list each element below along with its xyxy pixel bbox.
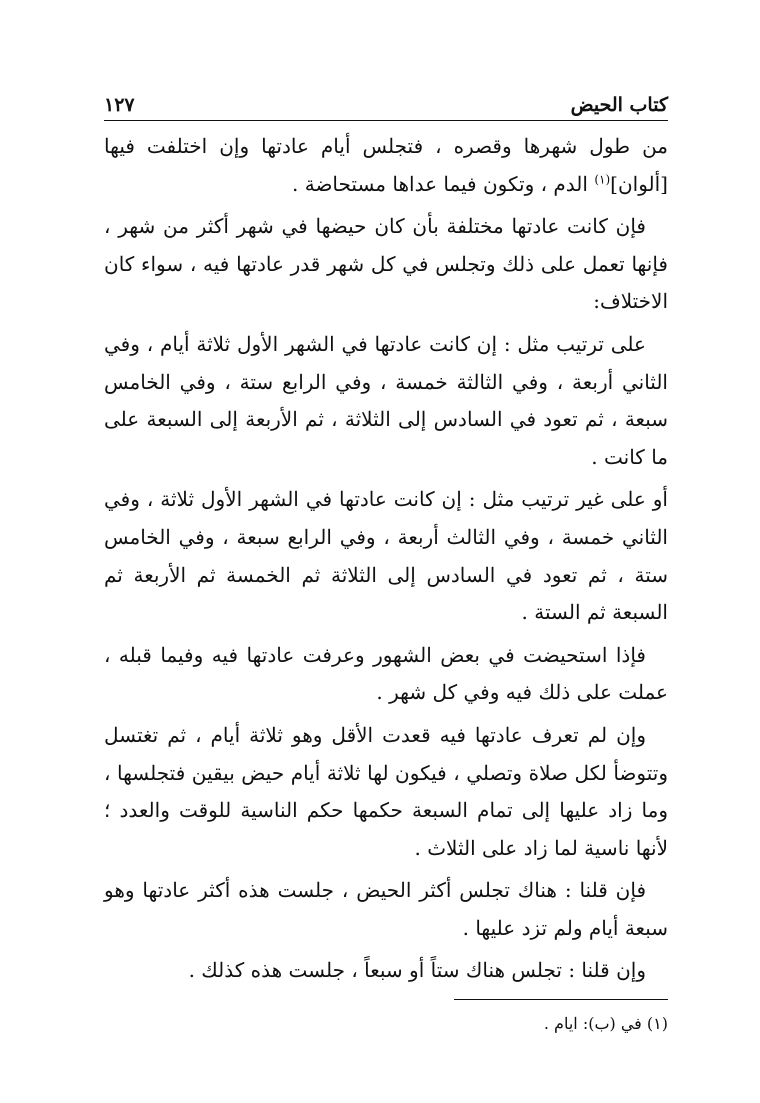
- header-rule: [104, 120, 668, 121]
- paragraph-text: أو على غير ترتيب مثل : إن كانت عادتها في الشهر الأول ثلاثة ، وفي الثاني خمسة ، وفي الثالث أربعة ، وفي الرابع سبعة ، وفي الخامس ستة ، ثم تعود في السادس إلى الثلاثة ثم الخمسة ثم الأربعة ثم السبعة ثم الستة .: [104, 487, 668, 625]
- page-number: ١٢٧: [104, 94, 135, 116]
- paragraph-text: من طول شهرها وقصره ، فتجلس أيام عادتها وإن اختلفت فيها [ألوان]: [104, 134, 668, 196]
- paragraph-text: على ترتيب مثل : إن كانت عادتها في الشهر الأول ثلاثة أيام ، وفي الثاني أربعة ، وفي الثالثة خمسة ، وفي الرابع ستة ، وفي الخامس سبعة ، ثم تعود في السادس إلى الثلاثة ، ثم الأربعة إلى السبعة على ما كانت .: [104, 331, 668, 469]
- paragraph: [104, 717, 668, 867]
- paragraph-text: وإن لم تعرف عادتها فيه قعدت الأقل وهو ثلاثة أيام ، ثم تغتسل وتتوضأ لكل صلاة وتصلي ، فيكون لها ثلاثة أيام حيض بيقين فتجلسها ، وما زاد عليها إلى تمام السبعة حكمها حكم الناسية للوقت والعدد ؛ لأنها ناسية لما زاد على الثلاث .: [104, 722, 668, 860]
- paragraph: [104, 326, 668, 476]
- paragraph: [104, 128, 668, 203]
- footnote-reference: (١): [594, 171, 611, 186]
- paragraph: [104, 208, 668, 321]
- running-header: [104, 86, 668, 116]
- paragraph-text: وإن قلنا : تجلس هناك ستاً أو سبعاً ، جلست هذه كذلك .: [188, 958, 646, 983]
- paragraph: [104, 637, 668, 712]
- paragraph: [104, 481, 668, 631]
- chapter-title: كتاب الحيض: [570, 94, 668, 116]
- paragraph: [104, 952, 668, 990]
- paragraph-text: الدم ، وتكون فيما عداها مستحاضة .: [292, 171, 595, 196]
- paragraph-text: فإن كانت عادتها مختلفة بأن كان حيضها في شهر أكثر من شهر ، فإنها تعمل على ذلك وتجلس في كل شهر قدر عادتها فيه ، سواء كان الاختلاف:: [104, 214, 668, 314]
- paragraph-text: فإذا استحيضت في بعض الشهور وعرفت عادتها فيه وفيما قبله ، عملت على ذلك فيه وفي كل شهر .: [104, 642, 668, 705]
- paragraph: [104, 872, 668, 947]
- footnote-rule: [454, 999, 668, 1000]
- main-text: [104, 128, 668, 990]
- paragraph-text: فإن قلنا : هناك تجلس أكثر الحيض ، جلست هذه أكثر عادتها وهو سبعة أيام ولم تزد عليها .: [104, 878, 668, 940]
- footnote: (١) في (ب): ايام .: [543, 1014, 668, 1033]
